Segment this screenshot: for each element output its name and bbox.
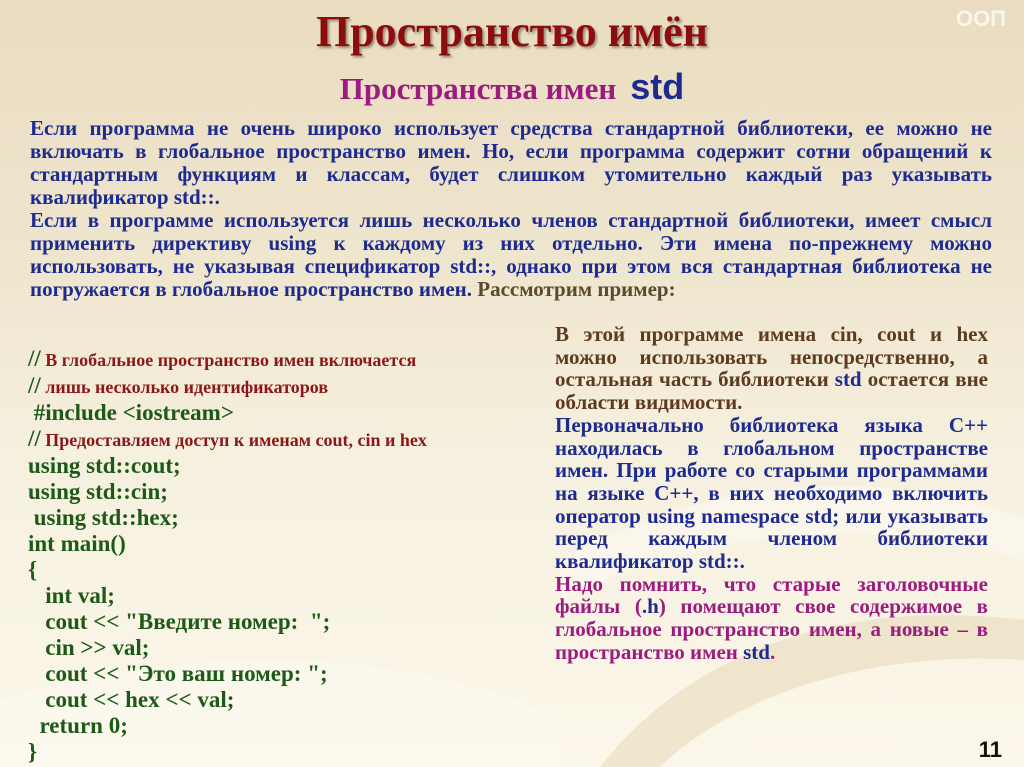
comment-slashes: // [28, 426, 41, 451]
page-subtitle [0, 66, 1024, 108]
code-line: using std::cout; [28, 453, 181, 478]
side-text: остается вне области видимости. [555, 367, 989, 415]
code-line: using std::cin; [28, 479, 168, 504]
code-listing [28, 346, 553, 765]
intro-text [30, 117, 992, 301]
code-line: cout << hex << val; [28, 687, 235, 712]
page-number: 11 [978, 737, 1002, 762]
side-paragraph-1 [555, 323, 988, 414]
comment-text: Предоставляем доступ к именам cout, cin и hex [40, 430, 427, 450]
comment-text: В глобальное пространство имен включается [40, 350, 417, 370]
code-include: #include <iostream> [28, 400, 234, 425]
side-accent: std [834, 367, 862, 392]
code-line: { [28, 557, 38, 582]
side-text: В этой программе имена cin, cout и hex можно использовать непосредственно, а остальная часть библиотеки [555, 322, 988, 392]
code-line: } [28, 739, 38, 764]
intro-paragraph-1: Если программа не очень широко использует средства стандартной библиотеки, ее можно не включать в глобальное пространство имен. Но, если программа содержит сотни обращений к стандартным функциям и классам, будет слишком утомительно каждый раз указывать квалификатор std::. [30, 116, 992, 209]
code-line: using std::hex; [28, 505, 179, 530]
comment-slashes: // [28, 346, 41, 371]
side-notes [555, 323, 988, 664]
side-accent: std [743, 639, 770, 664]
code-line: cin >> val; [28, 635, 150, 660]
subtitle-accent: std [630, 66, 685, 107]
intro-paragraph-2 [30, 209, 992, 301]
side-paragraph-3 [555, 573, 988, 664]
comment-slashes: // [28, 373, 41, 398]
code-comment-2 [28, 373, 553, 400]
code-line: int main() [28, 531, 126, 556]
code-line: int val; [28, 583, 115, 608]
code-line: cout << "Введите номер: "; [28, 609, 331, 634]
comment-text: лишь несколько идентификаторов [40, 377, 329, 397]
code-line: return 0; [28, 713, 128, 738]
side-accent: .h [641, 594, 659, 619]
code-comment-3 [28, 426, 553, 453]
side-paragraph-2: Первоначально библиотека языка С++ находилась в глобальном пространстве имен. При работе со старыми программами на языке С++, в них необходимо включить оператор using namespace std; или указывать перед каждым членом библиотеки квалификатор std::. [555, 412, 988, 574]
side-text: ) помещают свое содержимое в глобальное пространство имен, а новые – в пространство имен [555, 594, 988, 664]
intro-consider: Рассмотрим пример: [477, 277, 676, 301]
code-line: cout << "Это ваш номер: "; [28, 661, 328, 686]
code-comment-1 [28, 346, 553, 373]
course-badge: ООП [955, 6, 1006, 31]
side-text: Надо помнить, что старые заголовочные файлы ( [555, 571, 988, 619]
page-title: Пространство имён [315, 7, 708, 56]
subtitle-text: Пространства имен [339, 71, 617, 106]
intro-paragraph-2-text: Если в программе используется лишь несколько членов стандартной библиотеки, имеет смысл применить директиву using к каждому из них отдельно. Эти имена по-прежнему можно использовать, не указывая спецификатор std::, однако при этом вся стандартная библиотека не погружается в глобальное пространство имен. [30, 208, 992, 301]
side-text: . [769, 639, 776, 664]
